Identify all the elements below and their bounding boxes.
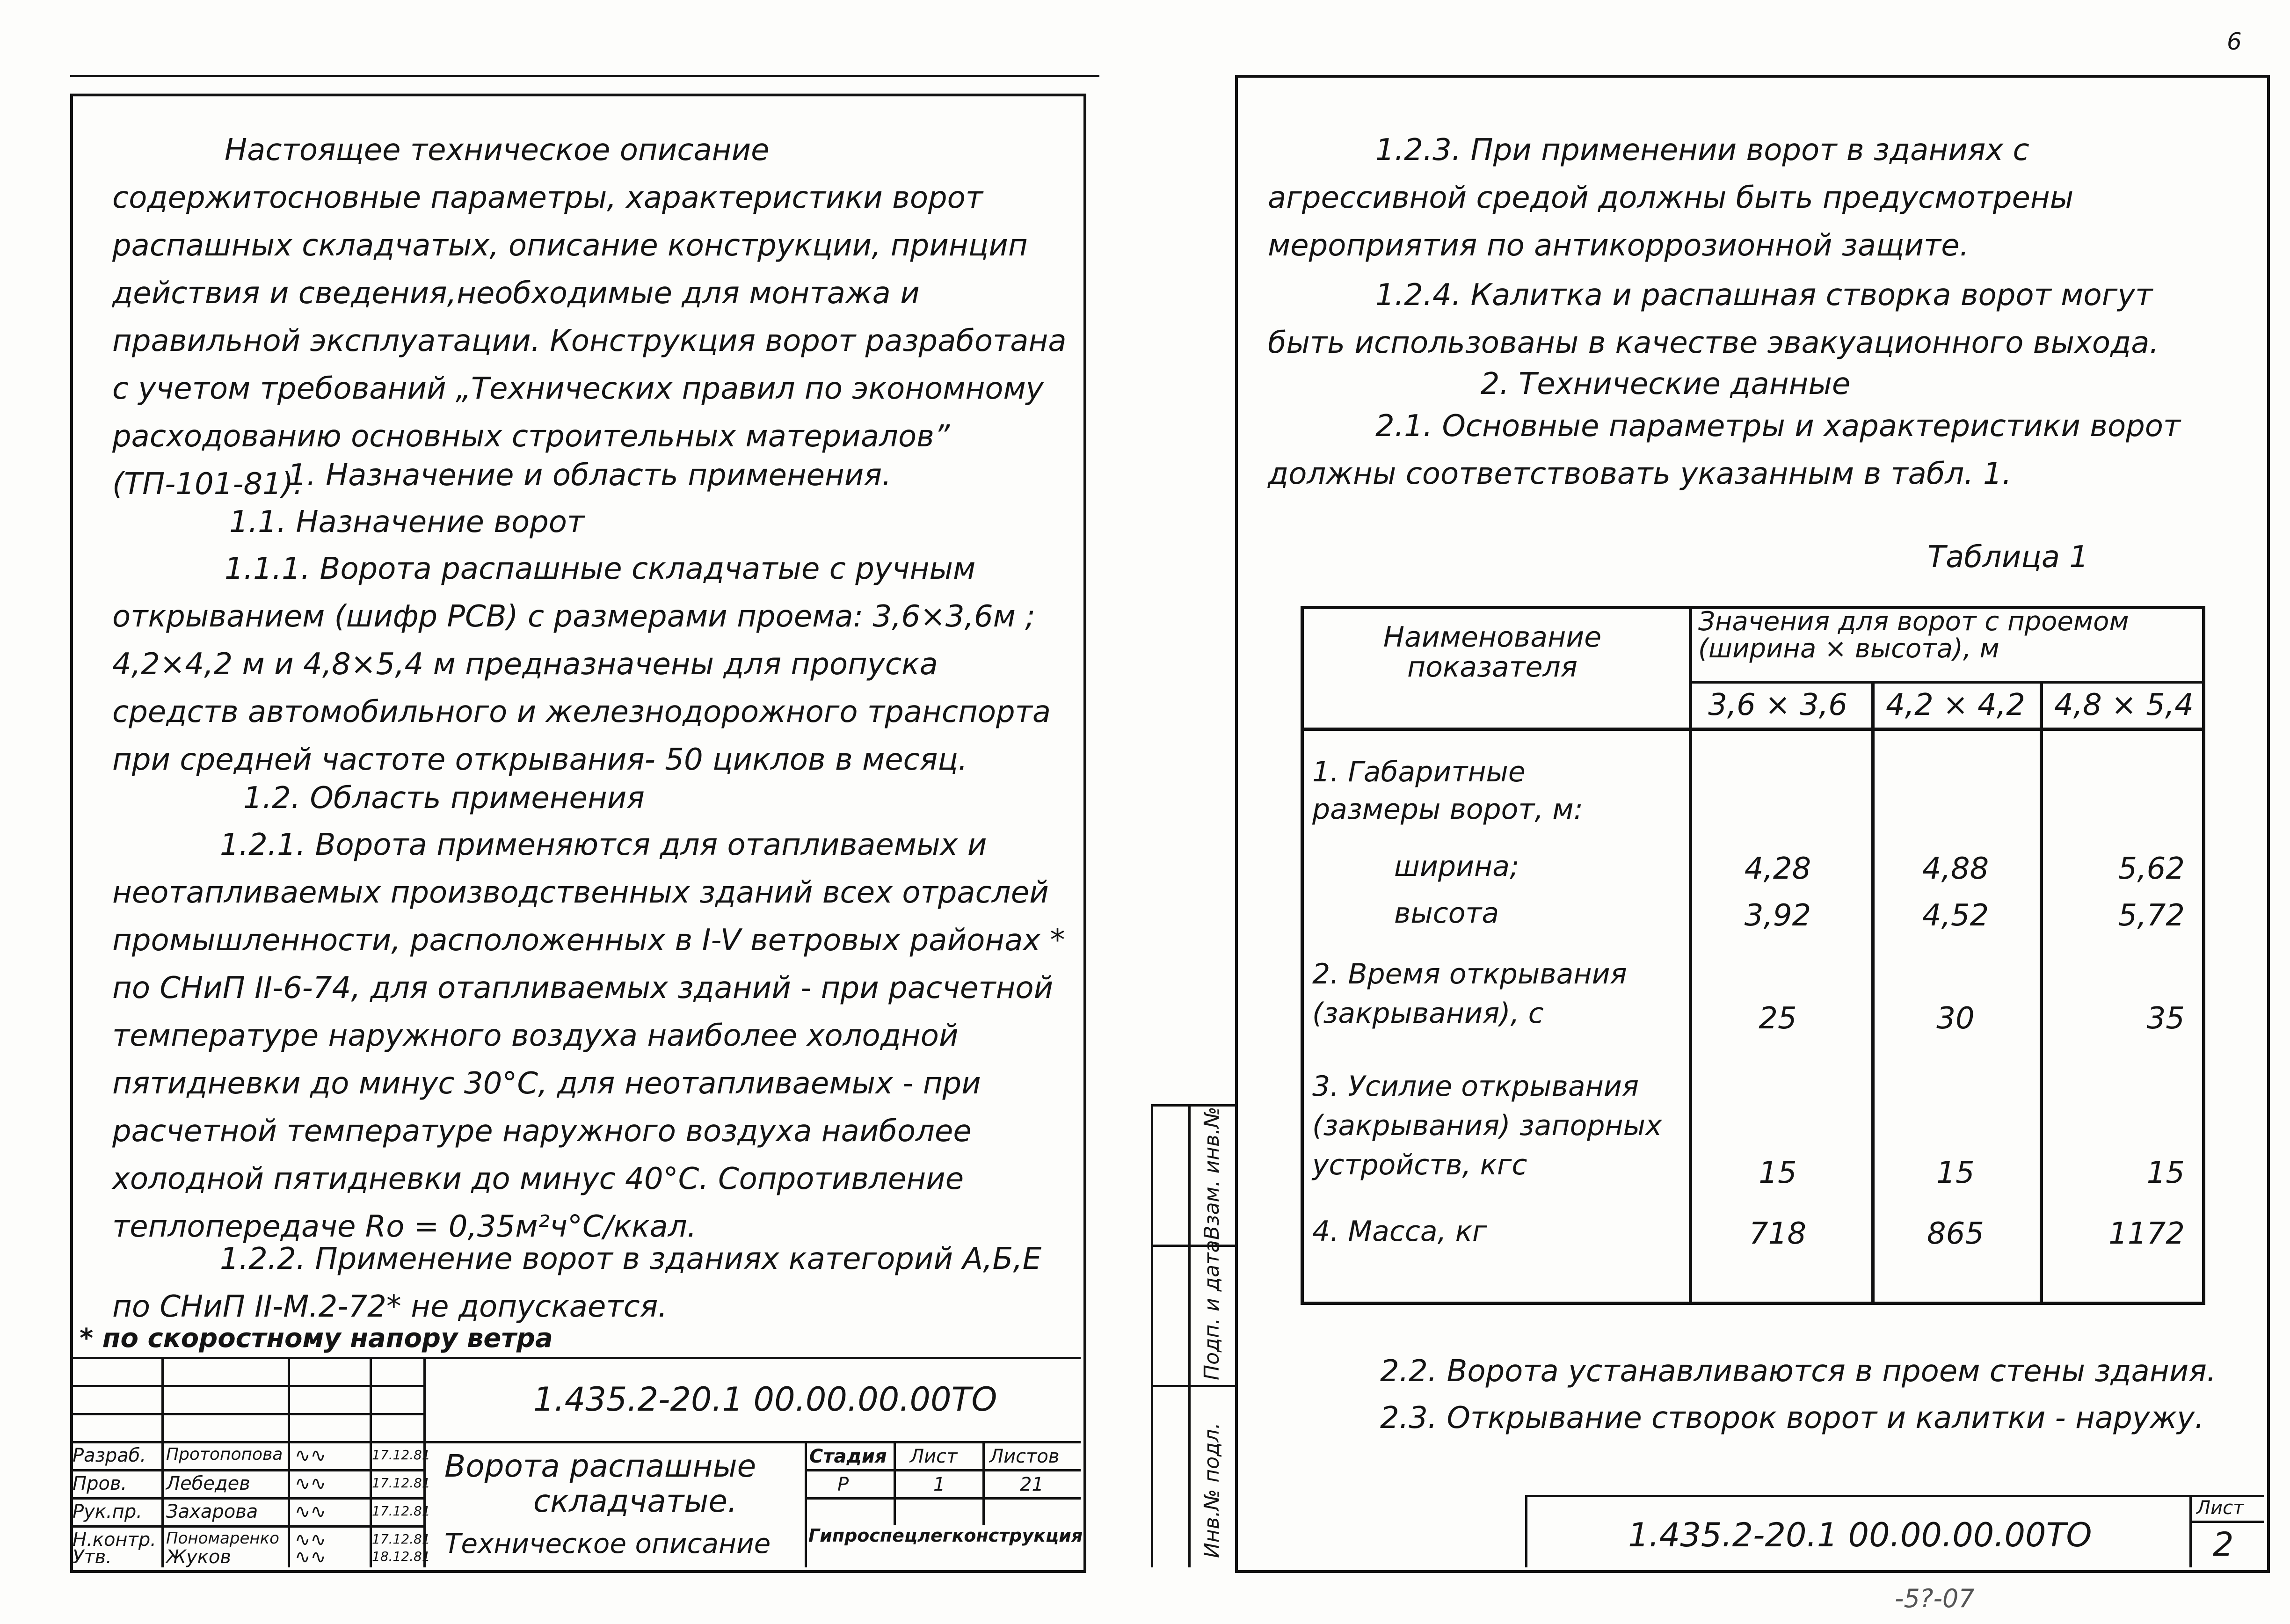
stamp-date: 17.12.81 <box>372 1475 430 1491</box>
stamp-role: Утв. <box>73 1546 112 1568</box>
table-cell: 15 <box>2146 1156 2185 1190</box>
section-1-1-title: 1.1. Назначение ворот <box>229 505 585 539</box>
table-cell: 3,92 <box>1744 898 1811 933</box>
table-header-values: Значения для ворот с проемом (ширина × высота), м <box>1698 606 2137 664</box>
section-1-2-3-paragraph: 1.2.3. При применении ворот в зданиях с агрессивной средой должны быть предусмотрены мероприятия по антикоррозионной защите. <box>1268 133 2083 263</box>
signature-icon: ∿∿ <box>295 1529 327 1551</box>
stamp-header-sheet: Лист <box>910 1446 958 1467</box>
table-row-label: 2. Время открывания (закрывания), с <box>1312 958 1636 1030</box>
table-caption: Таблица 1 <box>1927 540 2089 575</box>
stamp-name: Захарова <box>166 1501 258 1522</box>
section-2-title: 2. Технические данные <box>1480 367 1851 401</box>
table-row-label: 4. Масса, кг <box>1312 1215 1487 1248</box>
table-cell: 4,52 <box>1922 898 1989 933</box>
table-column-header: 4,2 × 4,2 <box>1886 688 2025 722</box>
stamp-header-sheets: Листов <box>989 1446 1060 1467</box>
stamp-role: Пров. <box>73 1473 127 1494</box>
stamp-role: Н.контр. <box>73 1529 156 1551</box>
signature-icon: ∿∿ <box>295 1473 327 1494</box>
stamp-title-line: Ворота распашные <box>444 1448 756 1484</box>
signature-icon: ∿∿ <box>295 1546 327 1568</box>
table-row-label: ширина; <box>1394 850 1519 883</box>
table-column-header: 3,6 × 3,6 <box>1708 688 1847 722</box>
table-row-label: высота <box>1394 897 1499 930</box>
table-cell: 5,72 <box>2118 898 2185 933</box>
table-cell: 30 <box>1936 1001 1975 1036</box>
stamp-name: Лебедев <box>166 1473 250 1494</box>
section-2-3-paragraph: 2.3. Открывание створок ворот и калитки - наружу. <box>1380 1401 2204 1435</box>
section-1-2-1-paragraph: 1.2.1. Ворота применяются для отапливаемых и неотапливаемых производственных зданий всех отраслей промышленности, расположенных в I-V ветровых районах * по СНиП II-6-74, для отапливаемых зданий - при расчетной температуре наружного воздуха наиболее холодной пятидневки до минус 30°С, для неотапливаемых - при расчетной температуре наружного воздуха наиболее холодной пятидневки до минус 40°С. Сопротивление теплопередаче Ro = 0,35м²ч°С/ккал. <box>112 828 1075 1244</box>
section-1-2-4-paragraph: 1.2.4. Калитка и распашная створка ворот могут быть использованы в качестве эвакуационного выхода. <box>1268 278 2162 360</box>
section-1-2-2-paragraph: 1.2.2. Применение ворот в зданиях категорий А,Б,Е по СНиП II-М.2-72* не допускается. <box>112 1242 1051 1324</box>
table-cell: 865 <box>1927 1216 1985 1251</box>
section-2-1-paragraph: 2.1. Основные параметры и характеристики ворот должны соответствовать указанным в табл. 1. <box>1268 409 2190 491</box>
stamp-date: 17.12.81 <box>372 1447 430 1463</box>
footer-sheet-label: Лист <box>2196 1497 2244 1519</box>
signature-icon: ∿∿ <box>295 1501 327 1522</box>
table-header-name: Наименование показателя <box>1383 621 1611 684</box>
footer-sheet-number: 2 <box>2213 1525 2234 1564</box>
side-label: Подп. и дата <box>1200 1240 1224 1380</box>
stamp-date: 17.12.81 <box>372 1503 430 1519</box>
table-row-label: 3. Усилие открывания (закрывания) запорных устройств, кгс <box>1312 1070 1671 1181</box>
stamp-code: 1.435.2-20.1 00.00.00.00ТО <box>533 1380 997 1419</box>
stamp-date: 18.12.81 <box>372 1549 430 1564</box>
table-cell: 15 <box>1759 1156 1797 1190</box>
signature-icon: ∿∿ <box>295 1445 327 1466</box>
footer-code: 1.435.2-20.1 00.00.00.00ТО <box>1628 1516 2092 1554</box>
table-cell: 35 <box>2146 1001 2185 1036</box>
stamp-sheets: 21 <box>1020 1474 1044 1495</box>
stamp-name: Протопопова <box>166 1445 283 1464</box>
table-cell: 25 <box>1759 1001 1797 1036</box>
section-1-2-title: 1.2. Область применения <box>243 781 645 816</box>
bottom-mark: -5?-07 <box>1895 1584 1975 1613</box>
table-cell: 5,62 <box>2118 852 2185 886</box>
stamp-header-stage: Стадия <box>809 1446 887 1467</box>
table-cell: 1172 <box>2108 1216 2185 1251</box>
stamp-date: 17.12.81 <box>372 1531 430 1547</box>
intro-paragraph: Настоящее техническое описание содержитосновные параметры, характеристики ворот распашных складчатых, описание конструкции, принцип действия и сведения,необходимые для монтажа и правильной эксплуатации. Конструкция ворот разработана с учетом требований „Технических правил по экономному расходованию основных строительных материалов” (ТП-101-81). <box>112 133 1076 502</box>
stamp-role: Рук.пр. <box>73 1501 142 1522</box>
section-2-2-paragraph: 2.2. Ворота устанавливаются в проем стены здания. <box>1380 1354 2217 1389</box>
top-rule <box>70 75 1099 77</box>
section-1-title: 1. Назначение и область применения. <box>287 458 892 493</box>
corner-mark: 6 <box>2227 28 2242 55</box>
stamp-name: Пономаренко <box>166 1529 279 1548</box>
stamp-stage: Р <box>837 1474 849 1495</box>
stamp-name: Жуков <box>166 1546 231 1568</box>
footnote: * по скоростному напору ветра <box>80 1323 553 1354</box>
stamp-title-line: складчатые. <box>533 1483 737 1519</box>
side-label: Инв.№ подл. <box>1200 1422 1224 1558</box>
table-cell: 4,28 <box>1744 852 1811 886</box>
section-1-1-1-paragraph: 1.1.1. Ворота распашные складчатые с ручным открыванием (шифр РСВ) с размерами проема: 3,6×3,6м ; 4,2×4,2 м и 4,8×5,4 м предназначены для пропуска средств автомобильного и железнодорожного транспорта при средней частоте открывания- 50 циклов в месяц. <box>112 552 1061 777</box>
stamp-role: Разраб. <box>73 1445 146 1466</box>
table-cell: 4,88 <box>1922 852 1989 886</box>
stamp-title-line: Техническое описание <box>444 1528 771 1559</box>
table-column-header: 4,8 × 5,4 <box>2054 688 2194 722</box>
stamp-organization: Гипроспецлегконструкция <box>808 1525 1083 1546</box>
stamp-sheet: 1 <box>933 1474 945 1495</box>
table-row-label: 1. Габаритные размеры ворот, м: <box>1312 756 1583 826</box>
table-cell: 718 <box>1749 1216 1807 1251</box>
table-cell: 15 <box>1936 1156 1975 1190</box>
side-label: Взам. инв.№ <box>1200 1107 1224 1240</box>
